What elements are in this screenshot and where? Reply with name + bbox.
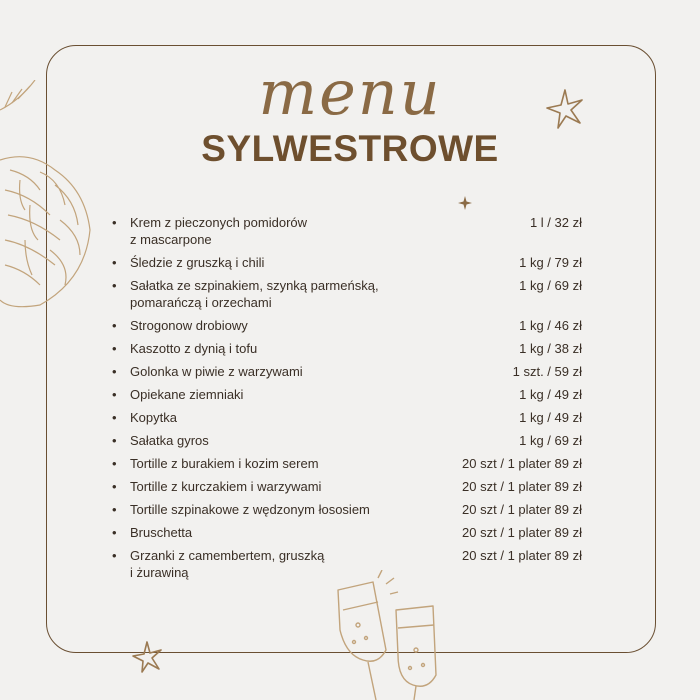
- star-icon: [130, 640, 164, 674]
- menu-item: [112, 386, 582, 403]
- bullet: •: [112, 502, 117, 517]
- item-price: 20 szt / 1 plater 89 zł: [462, 502, 582, 517]
- item-name: Tortille z kurczakiem i warzywami: [130, 479, 322, 494]
- bullet: •: [112, 278, 117, 293]
- bullet: •: [112, 387, 117, 402]
- bullet: •: [112, 255, 117, 270]
- item-price: 1 kg / 38 zł: [519, 341, 582, 356]
- bullet: •: [112, 548, 117, 563]
- bullet: •: [112, 318, 117, 333]
- menu-item: [112, 340, 582, 357]
- item-price: 20 szt / 1 plater 89 zł: [462, 525, 582, 540]
- item-price: 1 l / 32 zł: [529, 215, 582, 230]
- item-price: 1 kg / 79 zł: [519, 255, 582, 270]
- menu-item: [112, 524, 582, 541]
- item-price: 1 kg / 49 zł: [519, 387, 582, 402]
- item-name: Kaszotto z dynią i tofu: [130, 341, 258, 356]
- menu-list: [112, 214, 582, 587]
- item-price: 1 kg / 69 zł: [519, 278, 582, 293]
- champagne-glasses-icon: [318, 570, 458, 700]
- menu-item: [112, 547, 582, 581]
- menu-item: [112, 214, 582, 248]
- item-name: Strogonow drobiowy: [130, 318, 248, 333]
- bullet: •: [112, 433, 117, 448]
- bullet: •: [112, 479, 117, 494]
- bullet: •: [112, 525, 117, 540]
- menu-subtitle: SYLWESTROWE: [201, 128, 499, 169]
- menu-item: [112, 432, 582, 449]
- bullet: •: [112, 341, 117, 356]
- item-price: 20 szt / 1 plater 89 zł: [462, 456, 582, 471]
- item-name: Bruschetta: [130, 525, 193, 540]
- menu-item: [112, 277, 582, 311]
- item-price: 1 kg / 46 zł: [519, 318, 582, 333]
- item-price: 20 szt / 1 plater 89 zł: [462, 479, 582, 494]
- item-name: Sałatka gyros: [130, 433, 209, 448]
- item-name: Krem z pieczonych pomidorów z mascarpone: [130, 215, 308, 247]
- item-name: Sałatka ze szpinakiem, szynką parmeńską, pomarańczą i orzechami: [130, 278, 379, 310]
- menu-title: menu: [258, 56, 442, 129]
- menu-item: [112, 317, 582, 334]
- bullet: •: [112, 410, 117, 425]
- bullet: •: [112, 456, 117, 471]
- item-price: 1 kg / 49 zł: [519, 410, 582, 425]
- item-price: 20 szt / 1 plater 89 zł: [462, 548, 582, 563]
- item-name: Kopytka: [130, 410, 177, 425]
- item-price: 1 szt. / 59 zł: [512, 364, 582, 379]
- sparkle-icon: [458, 196, 472, 210]
- item-name: Tortille z burakiem i kozim serem: [130, 456, 319, 471]
- menu-item: [112, 501, 582, 518]
- menu-item: [112, 363, 582, 380]
- item-name: Tortille szpinakowe z wędzonym łososiem: [130, 502, 370, 517]
- item-name: Opiekane ziemniaki: [130, 387, 244, 402]
- item-name: Golonka w piwie z warzywami: [130, 364, 303, 379]
- item-name: Śledzie z gruszką i chili: [130, 255, 265, 270]
- bullet: •: [112, 215, 117, 230]
- item-price: 1 kg / 69 zł: [519, 433, 582, 448]
- bullet: •: [112, 364, 117, 379]
- menu-item: [112, 455, 582, 472]
- menu-item: [112, 409, 582, 426]
- menu-item: [112, 254, 582, 271]
- menu-item: [112, 478, 582, 495]
- item-name: Grzanki z camembertem, gruszką i żurawiną: [130, 548, 325, 580]
